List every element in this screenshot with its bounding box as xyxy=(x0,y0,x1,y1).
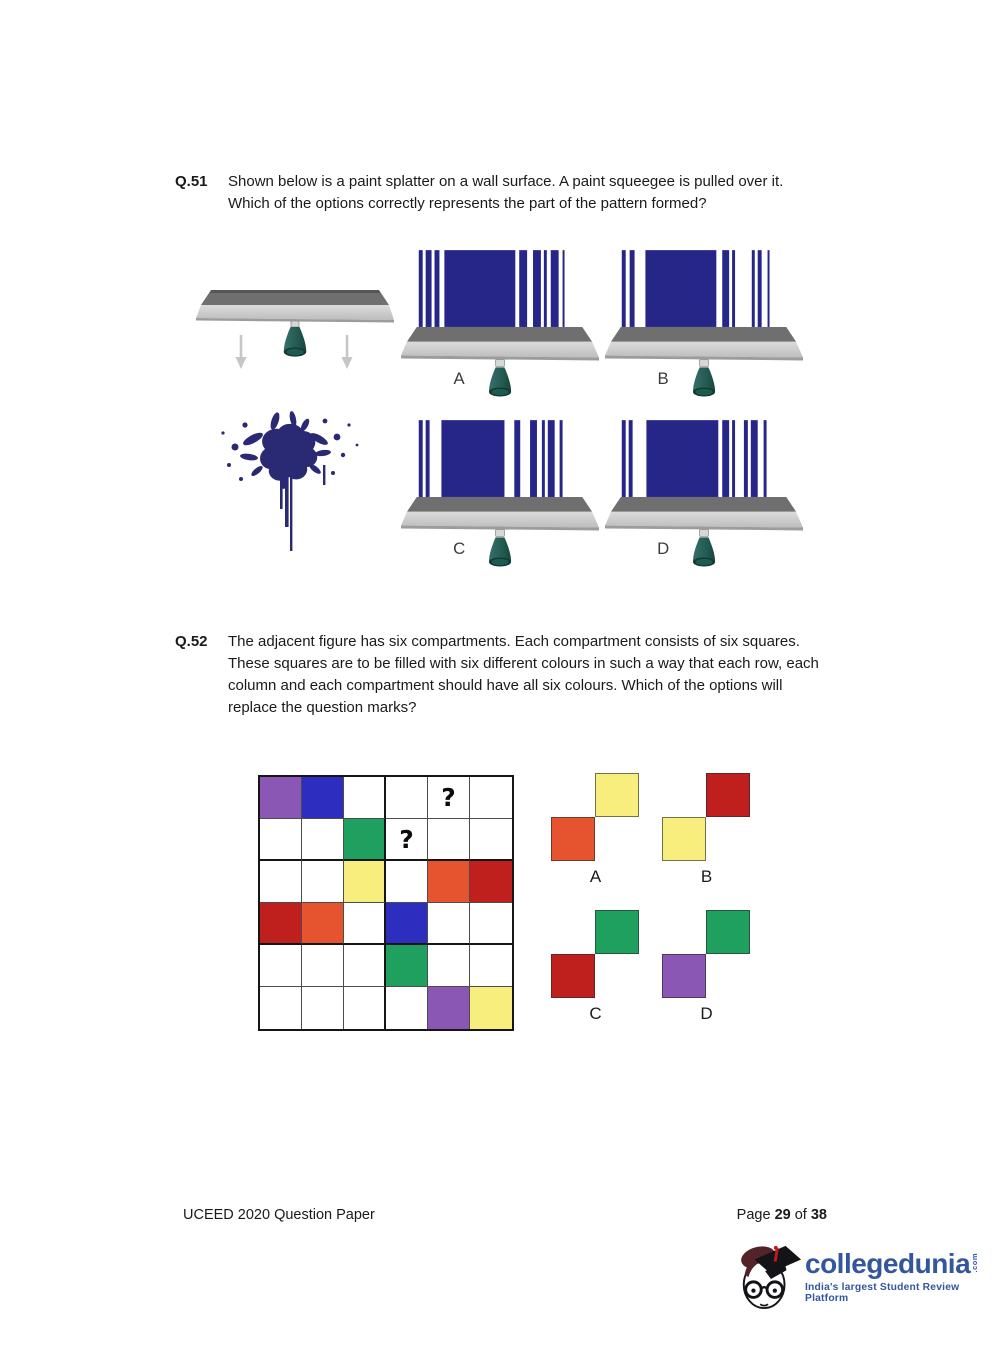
squeegee-handle xyxy=(489,537,511,566)
grid-cell xyxy=(344,903,386,945)
grid-cell xyxy=(302,777,344,819)
q51-option-b-figure xyxy=(607,245,804,405)
footer-of-word: of xyxy=(794,1207,807,1223)
q51-stimulus-figure xyxy=(195,283,395,553)
footer-document-title: UCEED 2020 Question Paper xyxy=(183,1207,375,1223)
grid-cell: ? xyxy=(386,819,428,861)
q52-option-d-figure xyxy=(662,910,751,999)
grid-cell xyxy=(470,861,512,903)
footer-page-current: 29 xyxy=(774,1207,791,1223)
squeegee-tool xyxy=(605,327,803,397)
handle-knob xyxy=(496,529,505,536)
grid-cell xyxy=(428,987,470,1029)
grid-cell xyxy=(344,819,386,861)
squeegee-handle xyxy=(489,367,511,396)
squeegee-tool xyxy=(605,497,803,567)
option-square-top-right xyxy=(595,910,639,954)
q51-option-b xyxy=(607,245,804,405)
grid-cell xyxy=(470,819,512,861)
option-square-top-right xyxy=(595,773,639,817)
q52-option-a-figure xyxy=(551,773,640,862)
logo-domain: .com xyxy=(970,1253,980,1273)
barcode-pattern xyxy=(419,250,565,327)
grid-cell xyxy=(344,987,386,1029)
q51-option-c-figure xyxy=(403,415,600,575)
paint-splatter xyxy=(221,411,358,551)
q51-option-d-label: D xyxy=(657,539,670,559)
squeegee-tool xyxy=(401,327,599,397)
grid-cell xyxy=(428,903,470,945)
grid-cell xyxy=(260,819,302,861)
grid-cell xyxy=(302,819,344,861)
squeegee-handle xyxy=(693,537,715,566)
grid-cell xyxy=(344,777,386,819)
handle-knob xyxy=(700,529,709,536)
option-square-top-right xyxy=(706,910,750,954)
q51-option-d-figure xyxy=(607,415,804,575)
q51-option-a-label: A xyxy=(453,369,465,389)
option-square-top-right xyxy=(706,773,750,817)
down-arrow-left-icon xyxy=(236,335,247,369)
grid-cell xyxy=(260,777,302,819)
squeegee-handle xyxy=(284,327,306,357)
grid-cell xyxy=(470,945,512,987)
footer-page-indicator xyxy=(737,1207,827,1223)
grid-cell xyxy=(302,903,344,945)
option-square-bottom-left xyxy=(551,817,595,861)
grid-cell xyxy=(470,903,512,945)
q52-option-c-label: C xyxy=(589,1004,602,1023)
q51-option-a-figure xyxy=(403,245,600,405)
q51-option-a xyxy=(403,245,600,405)
barcode-pattern xyxy=(419,420,563,497)
squeegee-tool xyxy=(401,497,599,567)
grid-cell xyxy=(470,777,512,819)
grid-cell xyxy=(302,987,344,1029)
grid-cell: ? xyxy=(428,777,470,819)
q52-number: Q.52 xyxy=(175,633,208,650)
logo-brand: collegedunia xyxy=(805,1248,971,1279)
grid-cell xyxy=(302,945,344,987)
q51-number: Q.51 xyxy=(175,173,208,190)
footer-page-total: 38 xyxy=(810,1207,827,1223)
grid-cell xyxy=(260,861,302,903)
grid-cell xyxy=(386,987,428,1029)
grid-cell xyxy=(260,987,302,1029)
grid-cell xyxy=(344,945,386,987)
handle-knob xyxy=(700,359,709,366)
down-arrow-right-icon xyxy=(342,335,353,369)
grid-cell xyxy=(428,861,470,903)
grid-cell xyxy=(428,819,470,861)
grid-cell xyxy=(386,945,428,987)
option-square-bottom-left xyxy=(662,954,706,998)
grid-cell xyxy=(260,903,302,945)
grid-cell xyxy=(344,861,386,903)
handle-knob xyxy=(291,321,299,327)
grid-cell xyxy=(302,861,344,903)
q52-option-d-label: D xyxy=(700,1004,713,1023)
q52-text: The adjacent figure has six compartments. Each compartment consists of six squares. These squares are to be filled with six different colours in such a way that each row, each column and each compartment should have all six colours. Which of the options will replace the question marks? xyxy=(228,633,819,716)
collegedunia-logo[interactable] xyxy=(735,1240,1001,1314)
grid-cell xyxy=(428,945,470,987)
q52-option-b-figure xyxy=(662,773,751,862)
q52-option-b-label: B xyxy=(700,867,713,886)
q51-option-c-label: C xyxy=(453,539,466,559)
q51-option-d xyxy=(607,415,804,575)
mascot-icon xyxy=(735,1240,803,1314)
grid-cell xyxy=(260,945,302,987)
option-square-bottom-left xyxy=(662,817,706,861)
squeegee-tool xyxy=(196,290,394,357)
option-square-bottom-left xyxy=(551,954,595,998)
barcode-pattern xyxy=(622,420,767,497)
grid-cell xyxy=(470,987,512,1029)
grid-cell xyxy=(386,777,428,819)
footer-page-word: Page xyxy=(736,1207,771,1223)
q51-option-b-label: B xyxy=(657,369,669,389)
q52-option-a-label: A xyxy=(589,867,602,886)
barcode-pattern xyxy=(622,250,770,327)
q52-option-c-figure xyxy=(551,910,640,999)
q51-option-c xyxy=(403,415,600,575)
q51-text: Shown below is a paint splatter on a wall surface. A paint squeegee is pulled over it. Which of the options correctly represents the part of the pattern formed? xyxy=(228,173,784,212)
q52-grid xyxy=(258,775,514,1031)
grid-cell xyxy=(386,903,428,945)
squeegee-handle xyxy=(693,367,715,396)
logo-tagline: India's largest Student Review Platform xyxy=(805,1282,960,1304)
grid-cell xyxy=(386,861,428,903)
handle-knob xyxy=(496,359,505,366)
